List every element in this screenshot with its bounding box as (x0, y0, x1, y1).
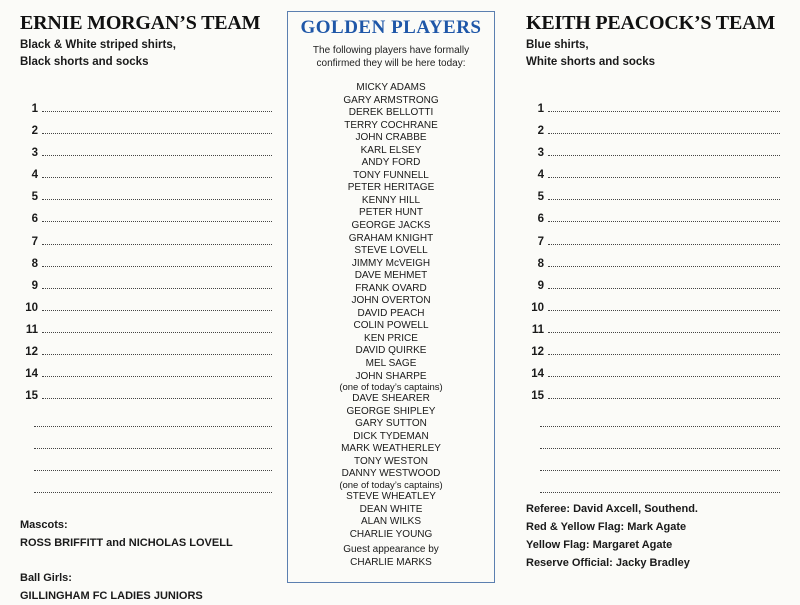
shirt-number: 9 (31, 279, 38, 292)
player-entry-line (20, 366, 272, 388)
golden-player-name: KARL ELSEY (360, 144, 422, 156)
player-entry-line (20, 167, 272, 189)
captain-note: (one of today’s captains) (339, 382, 443, 394)
player-entry-line (526, 167, 780, 189)
dotted-line (548, 300, 780, 311)
dotted-line (42, 300, 272, 311)
left-kit-line: Black shorts and socks (20, 56, 149, 68)
golden-player-name: FRANK OVARD (355, 282, 427, 294)
dotted-line (548, 189, 780, 200)
dotted-line (548, 322, 780, 333)
player-entry-line (20, 256, 272, 278)
golden-player-name: GRAHAM KNIGHT (348, 232, 434, 244)
shirt-number: 4 (31, 169, 38, 182)
player-entry-line (20, 322, 272, 344)
mascots-names: ROSS BRIFFITT and NICHOLAS LOVELL (20, 537, 233, 549)
shirt-number: 2 (537, 125, 544, 138)
right-team-title: KEITH PEACOCK’S TEAM (526, 12, 775, 34)
referee: Referee: David Axcell, Southend. (526, 503, 698, 515)
shirt-number: 5 (537, 191, 544, 204)
golden-player-name: DAVE MEHMET (354, 270, 428, 282)
reserve-official: Reserve Official: Jacky Bradley (526, 557, 690, 569)
dotted-line (540, 470, 780, 471)
shirt-number: 8 (31, 257, 38, 270)
shirt-number: 7 (31, 235, 38, 248)
shirt-number: 14 (531, 368, 544, 381)
golden-player-name: JIMMY McVEIGH (351, 257, 431, 269)
golden-player-name: GEORGE SHIPLEY (346, 405, 436, 417)
extra-entry-line (526, 477, 780, 499)
dotted-line (42, 366, 272, 377)
golden-player-name: JOHN OVERTON (351, 295, 431, 307)
guest-appearance (288, 543, 494, 569)
dotted-line (548, 366, 780, 377)
golden-player-name: ALAN WILKS (360, 516, 422, 528)
shirt-number: 6 (31, 213, 38, 226)
dotted-line (548, 278, 780, 289)
golden-player-name: KEN PRICE (364, 332, 418, 344)
extra-entry-line (526, 410, 780, 432)
right-kit-line: Blue shirts, (526, 39, 589, 51)
golden-player-name: DEAN WHITE (359, 503, 423, 515)
dotted-line (42, 234, 272, 245)
player-entry-line (526, 234, 780, 256)
dotted-line (34, 470, 272, 471)
player-entry-line (20, 189, 272, 211)
yellow-flag: Yellow Flag: Margaret Agate (526, 539, 673, 551)
golden-player-name: STEVE WHEATLEY (346, 490, 436, 502)
player-entry-line (20, 211, 272, 233)
left-player-lines (20, 101, 272, 499)
dotted-line (42, 344, 272, 355)
golden-player-name: TONY FUNNELL (353, 169, 429, 181)
golden-player-name: STEVE LOVELL (354, 245, 428, 257)
mascots-label: Mascots: (20, 519, 68, 531)
shirt-number: 14 (25, 368, 38, 381)
golden-players-box (287, 11, 495, 583)
left-team (20, 12, 272, 403)
shirt-number: 15 (25, 390, 38, 403)
right-officials (526, 500, 698, 572)
player-entry-line (20, 123, 272, 145)
shirt-number: 12 (25, 346, 38, 359)
player-entry-line (20, 344, 272, 366)
shirt-number: 12 (531, 346, 544, 359)
golden-title: GOLDEN PLAYERS (300, 17, 482, 38)
red-yellow-flag: Red & Yellow Flag: Mark Agate (526, 521, 687, 533)
golden-intro (288, 44, 494, 70)
shirt-number: 9 (537, 279, 544, 292)
shirt-number: 11 (531, 323, 544, 336)
extra-entry-line (20, 433, 272, 455)
dotted-line (42, 278, 272, 289)
player-entry-line (20, 388, 272, 410)
golden-player-name: JOHN CRABBE (355, 132, 427, 144)
left-team-kit (20, 37, 272, 71)
golden-player-name: GARY SUTTON (355, 418, 427, 430)
player-entry-line (526, 211, 780, 233)
golden-player-name: DAVID QUIRKE (355, 345, 427, 357)
shirt-number: 6 (537, 213, 544, 226)
golden-player-name: COLIN POWELL (353, 320, 429, 332)
dotted-line (548, 256, 780, 267)
dotted-line (42, 211, 272, 222)
dotted-line (548, 234, 780, 245)
player-entry-line (526, 145, 780, 167)
golden-player-name: KENNY HILL (361, 194, 421, 206)
golden-player-name: TERRY COCHRANE (344, 119, 438, 131)
player-entry-line (526, 101, 780, 123)
dotted-line (42, 101, 272, 112)
golden-player-name: PETER HUNT (359, 207, 423, 219)
golden-player-name: ANDY FORD (361, 157, 421, 169)
golden-player-name: DAVE SHEARER (352, 393, 430, 405)
player-entry-line (526, 189, 780, 211)
golden-player-name: DAVID PEACH (357, 307, 425, 319)
dotted-line (42, 145, 272, 156)
dotted-line (548, 344, 780, 355)
dotted-line (42, 167, 272, 178)
golden-player-name: CHARLIE YOUNG (349, 528, 433, 540)
player-entry-line (526, 278, 780, 300)
shirt-number: 1 (31, 103, 38, 115)
dotted-line (540, 426, 780, 427)
right-team-kit (526, 37, 780, 71)
player-entry-line (526, 123, 780, 145)
captain-note: (one of today’s captains) (339, 479, 443, 491)
dotted-line (34, 492, 272, 493)
shirt-number: 7 (537, 235, 544, 248)
golden-player-name: DANNY WESTWOOD (341, 468, 441, 480)
intro-line: confirmed they will be here today: (316, 58, 466, 69)
shirt-number: 3 (31, 147, 38, 160)
golden-player-name: DEREK BELLOTTI (348, 107, 434, 119)
extra-entry-line (526, 433, 780, 455)
golden-players-list (288, 82, 494, 541)
extra-entry-line (20, 455, 272, 477)
dotted-line (42, 388, 272, 399)
left-officials (20, 516, 233, 605)
player-entry-line (526, 388, 780, 410)
shirt-number: 3 (537, 147, 544, 160)
golden-player-name: GEORGE JACKS (351, 220, 431, 232)
golden-player-name: MEL SAGE (365, 358, 417, 370)
golden-player-name: PETER HERITAGE (347, 182, 435, 194)
shirt-number: 8 (537, 257, 544, 270)
right-kit-line: White shorts and socks (526, 56, 656, 68)
dotted-line (42, 256, 272, 267)
dotted-line (34, 448, 272, 449)
right-player-lines (526, 101, 780, 499)
guest-label: Guest appearance by (343, 544, 439, 556)
shirt-number: 10 (531, 301, 544, 314)
player-entry-line (20, 300, 272, 322)
golden-player-name: MICKY ADAMS (356, 82, 426, 93)
ballgirls-label: Ball Girls: (20, 572, 72, 584)
player-entry-line (20, 234, 272, 256)
extra-entry-line (20, 477, 272, 499)
dotted-line (540, 448, 780, 449)
shirt-number: 11 (25, 323, 38, 336)
right-team (526, 12, 780, 403)
dotted-line (548, 101, 780, 112)
player-entry-line (20, 145, 272, 167)
golden-player-name: JOHN SHARPE (355, 370, 427, 382)
dotted-line (548, 211, 780, 222)
extra-entry-line (20, 410, 272, 432)
dotted-line (42, 322, 272, 333)
player-entry-line (20, 101, 272, 123)
dotted-line (548, 167, 780, 178)
player-entry-line (526, 300, 780, 322)
shirt-number: 2 (31, 125, 38, 138)
shirt-number: 4 (537, 169, 544, 182)
dotted-line (42, 123, 272, 134)
player-entry-line (526, 366, 780, 388)
shirt-number: 15 (531, 390, 544, 403)
shirt-number: 10 (25, 301, 38, 314)
dotted-line (548, 388, 780, 399)
extra-entry-line (526, 455, 780, 477)
dotted-line (42, 189, 272, 200)
left-kit-line: Black & White striped shirts, (20, 39, 176, 51)
player-entry-line (526, 322, 780, 344)
golden-player-name: GARY ARMSTRONG (343, 94, 439, 106)
player-entry-line (526, 256, 780, 278)
dotted-line (548, 145, 780, 156)
player-entry-line (526, 344, 780, 366)
golden-player-name: DICK TYDEMAN (353, 430, 429, 442)
intro-line: The following players have formally (312, 45, 470, 56)
golden-player-name: TONY WESTON (354, 455, 428, 467)
shirt-number: 1 (537, 103, 544, 115)
guest-name: CHARLIE MARKS (350, 557, 432, 569)
dotted-line (34, 426, 272, 427)
ballgirls-names: GILLINGHAM FC LADIES JUNIORS (20, 590, 203, 602)
golden-player-name: MARK WEATHERLEY (341, 443, 441, 455)
dotted-line (548, 123, 780, 134)
left-team-title: ERNIE MORGAN’S TEAM (20, 12, 261, 34)
player-entry-line (20, 278, 272, 300)
dotted-line (540, 492, 780, 493)
shirt-number: 5 (31, 191, 38, 204)
